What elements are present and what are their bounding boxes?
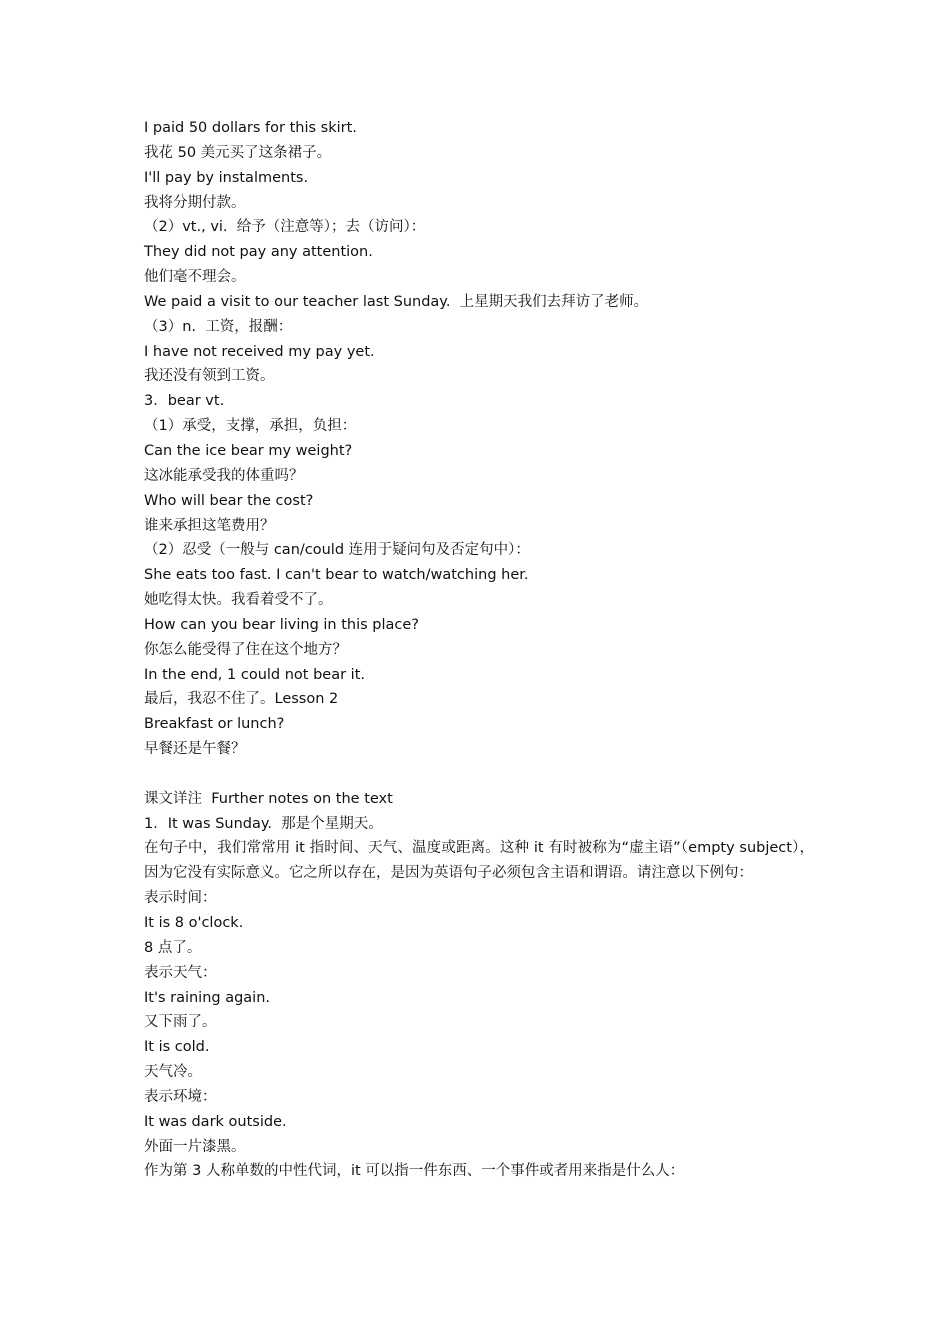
text-line: 8 点了。 — [144, 939, 202, 956]
text-line: 1．It was Sunday. 那是个星期天。 — [144, 815, 383, 832]
text-line: It's raining again. — [144, 989, 271, 1006]
text-line: 我将分期付款。 — [144, 194, 246, 211]
text-line: 我还没有领到工资。 — [144, 368, 275, 385]
text-line: （1）承受，支撑，承担，负担： — [144, 418, 357, 435]
text-line: （2）忍受（一般与 can/could 连用于疑问句及否定句中）： — [144, 542, 530, 559]
text-line: They did not pay any attention. — [144, 244, 373, 261]
text-line: 这冰能承受我的体重吗？ — [144, 467, 304, 484]
text-line: 作为第 3 人称单数的中性代词，it 可以指一件东西、一个事件或者用来指是什么人： — [144, 1163, 685, 1180]
text-line: It is 8 o'clock. — [144, 915, 244, 931]
document-page — [144, 116, 814, 1184]
text-line: 表示时间： — [144, 890, 217, 907]
text-line: 又下雨了。 — [144, 1014, 217, 1031]
text-line: （3）n. 工资，报酬： — [144, 318, 293, 335]
section-heading: 课文详注 Further notes on the text — [144, 790, 393, 807]
text-line: I have not received my pay yet. — [144, 343, 375, 360]
text-line: 谁来承担这笔费用？ — [144, 517, 275, 534]
text-line: It is cold. — [144, 1039, 210, 1056]
body-paragraph: 在句子中，我们常常用 it 指时间、天气、温度或距离。这种 it 有时被称为“虚主语”（empty subject），因为它没有实际意义。它之所以存在，是因为英语句子必须包含主语和谓语。请注意以下例句： — [144, 840, 814, 882]
text-line: 表示环境： — [144, 1088, 217, 1105]
text-line: We paid a visit to our teacher last Sunday. 上星期天我们去拜访了老师。 — [144, 293, 649, 310]
text-line: 她吃得太快。我看着受不了。 — [144, 592, 333, 609]
text-line: In the end, 1 could not bear it. — [144, 666, 365, 683]
text-line: 早餐还是午餐？ — [144, 741, 246, 758]
section-heading: 3．bear vt. — [144, 393, 225, 410]
text-line: 他们毫不理会。 — [144, 269, 246, 286]
text-line: 表示天气： — [144, 964, 217, 981]
text-line: Who will bear the cost? — [144, 492, 314, 509]
text-line: I'll pay by instalments. — [144, 169, 309, 186]
text-line: （2）vt., vi. 给予（注意等）；去（访问）： — [144, 219, 426, 236]
text-line: She eats too fast. I can't bear to watch/watching her. — [144, 567, 529, 584]
text-line: I paid 50 dollars for this skirt. — [144, 120, 357, 136]
text-line: 最后，我忍不住了。Lesson 2 — [144, 691, 339, 708]
text-line: Can the ice bear my weight? — [144, 442, 353, 459]
text-line: How can you bear living in this place? — [144, 616, 420, 633]
text-line: 外面一片漆黑。 — [144, 1138, 246, 1155]
text-line: Breakfast or lunch? — [144, 716, 285, 733]
blank-line — [144, 762, 814, 787]
text-line: 我花 50 美元买了这条裙子。 — [144, 144, 332, 161]
text-line: It was dark outside. — [144, 1113, 287, 1130]
text-line: 你怎么能受得了住在这个地方？ — [144, 641, 347, 658]
text-line: 天气冷。 — [144, 1064, 202, 1081]
